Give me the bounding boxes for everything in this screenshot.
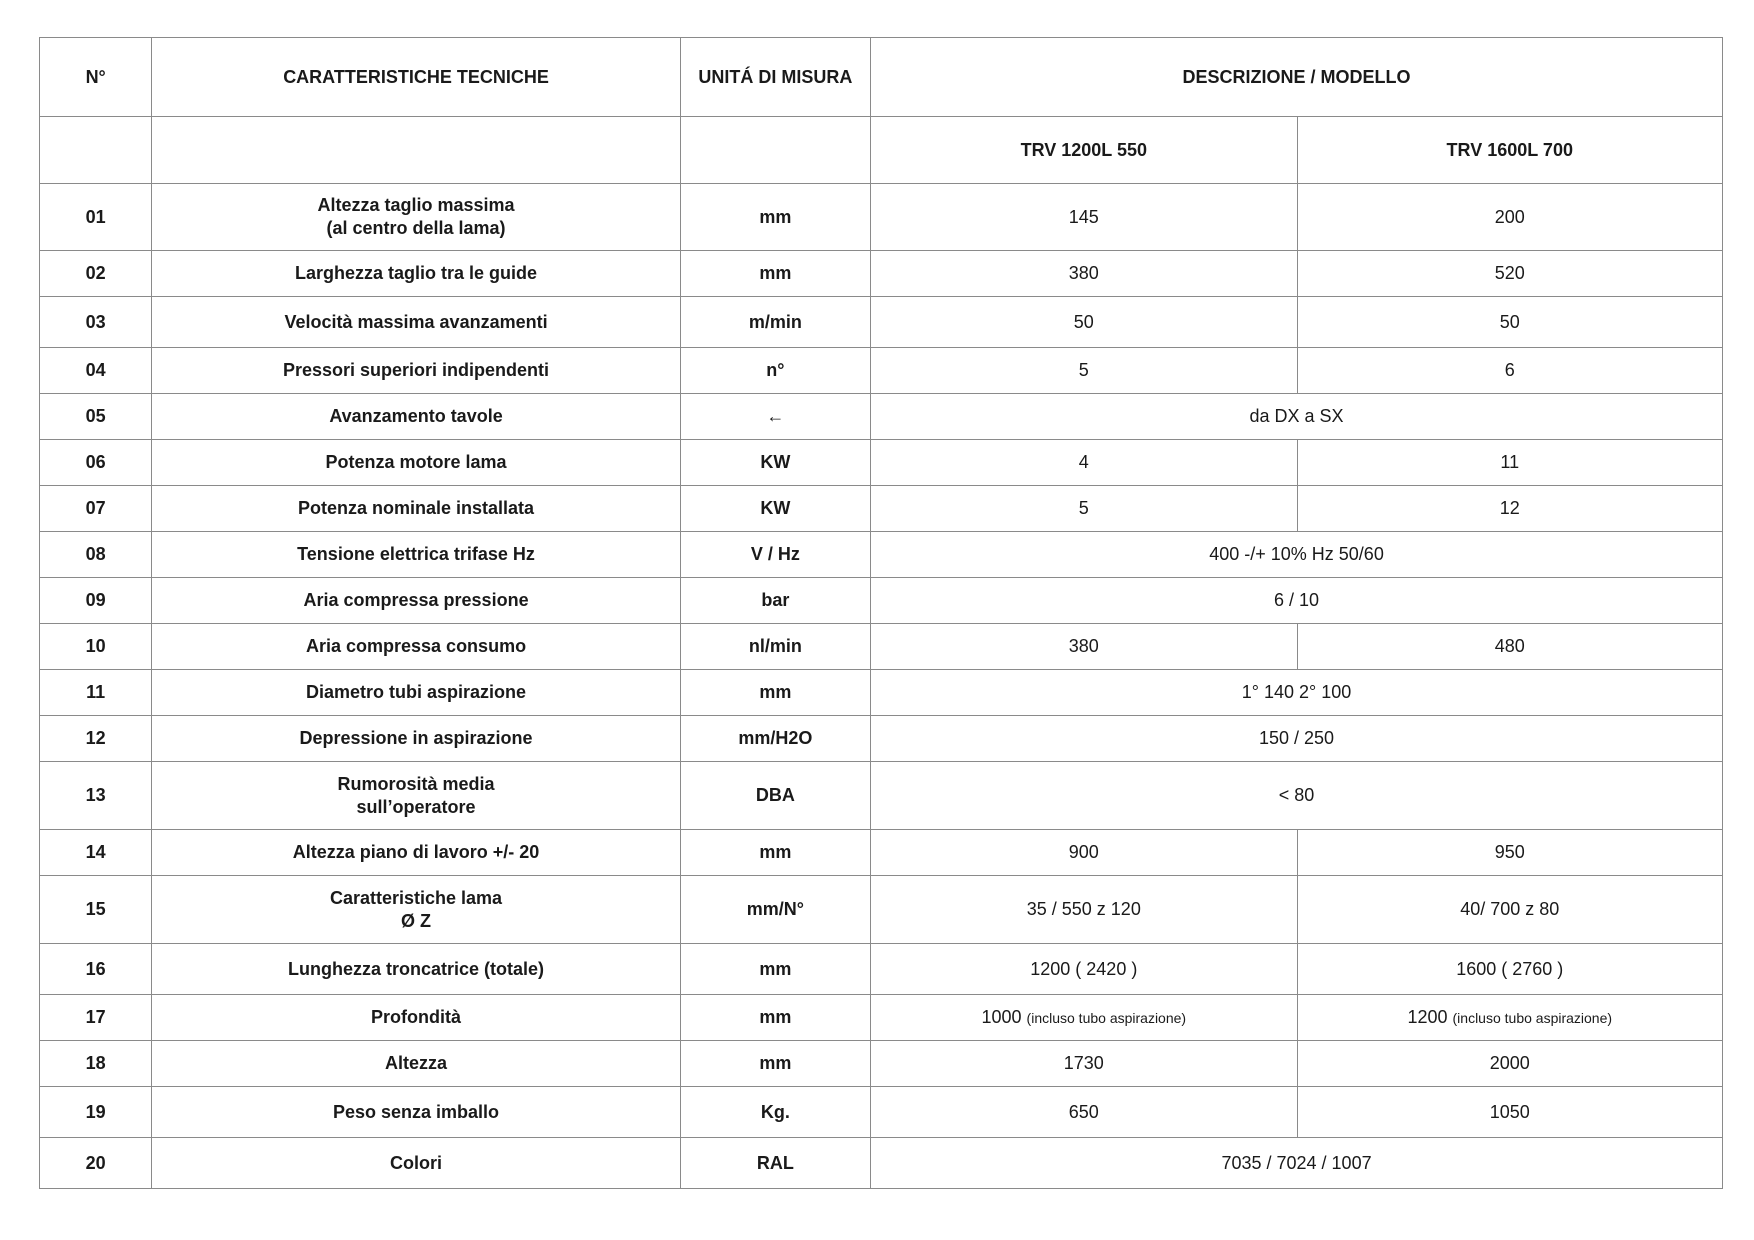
table-row [40,670,1723,716]
row-label: Tensione elettrica trifase Hz [152,532,680,578]
row-value: 650 [871,1087,1297,1138]
row-value: 35 / 550 z 120 [871,876,1297,944]
row-value: 480 [1297,624,1722,670]
row-label: Altezza taglio massima (al centro della lama) [152,184,680,251]
row-unit: V / Hz [680,532,870,578]
row-value: 145 [871,184,1297,251]
header-row [40,38,1723,117]
model-name: TRV 1200L 550 [871,117,1297,184]
table-row [40,876,1723,944]
table-row [40,762,1723,830]
row-number: 16 [40,944,152,995]
row-number: 15 [40,876,152,944]
table-row [40,532,1723,578]
row-value-merged: 150 / 250 [871,716,1723,762]
table-row [40,440,1723,486]
row-value: 5 [871,348,1297,394]
row-unit: mm [680,995,870,1041]
row-number: 04 [40,348,152,394]
row-label: Avanzamento tavole [152,394,680,440]
row-label: Caratteristiche lama Ø Z [152,876,680,944]
row-label: Depressione in aspirazione [152,716,680,762]
row-value: 2000 [1297,1041,1722,1087]
table-row [40,578,1723,624]
row-number: 12 [40,716,152,762]
row-unit: mm [680,944,870,995]
row-value-merged: < 80 [871,762,1723,830]
table-row [40,297,1723,348]
table-row [40,184,1723,251]
header-features: CARATTERISTICHE TECNICHE [152,38,680,117]
row-value-main: 1200 [1407,1006,1448,1027]
row-value: 40/ 700 z 80 [1297,876,1722,944]
row-value: 6 [1297,348,1722,394]
model-row [40,117,1723,184]
row-unit: bar [680,578,870,624]
table-row [40,1041,1723,1087]
row-value-note: (incluso tubo aspirazione) [1026,1009,1187,1026]
row-label: Profondità [152,995,680,1041]
row-value: 5 [871,486,1297,532]
table-row [40,348,1723,394]
row-label: Potenza nominale installata [152,486,680,532]
row-number: 09 [40,578,152,624]
row-value: 1200 ( 2420 ) [871,944,1297,995]
row-value: 200 [1297,184,1722,251]
row-unit: mm [680,184,870,251]
row-label: Altezza piano di lavoro +/- 20 [152,830,680,876]
table-row [40,624,1723,670]
row-unit: nl/min [680,624,870,670]
row-value: 11 [1297,440,1722,486]
row-value: 900 [871,830,1297,876]
row-label: Altezza [152,1041,680,1087]
row-value [1297,995,1722,1041]
row-number: 11 [40,670,152,716]
row-unit: mm/N° [680,876,870,944]
row-unit: mm [680,1041,870,1087]
row-value-merged: 400 -/+ 10% Hz 50/60 [871,532,1723,578]
row-label: Pressori superiori indipendenti [152,348,680,394]
row-number: 20 [40,1138,152,1189]
row-value [871,995,1297,1041]
row-number: 06 [40,440,152,486]
row-unit: m/min [680,297,870,348]
row-value: 380 [871,251,1297,297]
row-unit: ← [680,394,870,440]
model-row-empty-features [152,117,680,184]
table-row [40,995,1723,1041]
row-number: 01 [40,184,152,251]
row-value: 12 [1297,486,1722,532]
row-label: Potenza motore lama [152,440,680,486]
row-number: 10 [40,624,152,670]
row-value: 4 [871,440,1297,486]
row-value: 1600 ( 2760 ) [1297,944,1722,995]
row-value-merged: 7035 / 7024 / 1007 [871,1138,1723,1189]
model-name: TRV 1600L 700 [1297,117,1722,184]
row-unit: Kg. [680,1087,870,1138]
model-row-empty-n [40,117,152,184]
row-number: 14 [40,830,152,876]
row-number: 08 [40,532,152,578]
row-number: 05 [40,394,152,440]
row-label: Diametro tubi aspirazione [152,670,680,716]
row-value-merged: 6 / 10 [871,578,1723,624]
row-number: 07 [40,486,152,532]
row-unit: mm [680,251,870,297]
row-number: 17 [40,995,152,1041]
row-value: 1050 [1297,1087,1722,1138]
row-label: Velocità massima avanzamenti [152,297,680,348]
row-unit: KW [680,440,870,486]
row-unit: DBA [680,762,870,830]
row-number: 13 [40,762,152,830]
row-value-merged: 1° 140 2° 100 [871,670,1723,716]
row-label: Peso senza imballo [152,1087,680,1138]
row-value: 50 [1297,297,1722,348]
row-label: Rumorosità media sull’operatore [152,762,680,830]
row-label: Aria compressa consumo [152,624,680,670]
model-row-empty-unit [680,117,870,184]
row-number: 02 [40,251,152,297]
row-number: 18 [40,1041,152,1087]
row-unit: mm/H2O [680,716,870,762]
row-value: 520 [1297,251,1722,297]
table-row [40,1087,1723,1138]
row-label: Colori [152,1138,680,1189]
row-value: 50 [871,297,1297,348]
row-unit: RAL [680,1138,870,1189]
row-value: 380 [871,624,1297,670]
table-row [40,394,1723,440]
row-value: 1730 [871,1041,1297,1087]
row-unit: n° [680,348,870,394]
row-value: 950 [1297,830,1722,876]
spec-table [39,37,1723,1189]
row-number: 03 [40,297,152,348]
table-row [40,944,1723,995]
table-row [40,830,1723,876]
row-value-note: (incluso tubo aspirazione) [1452,1009,1613,1026]
header-unit: UNITÁ DI MISURA [680,38,870,117]
table-row [40,486,1723,532]
table-row [40,251,1723,297]
row-unit: mm [680,830,870,876]
table-row [40,716,1723,762]
row-unit: KW [680,486,870,532]
row-unit: mm [680,670,870,716]
row-value-merged: da DX a SX [871,394,1723,440]
row-value-main: 1000 [981,1006,1022,1027]
row-label: Larghezza taglio tra le guide [152,251,680,297]
row-number: 19 [40,1087,152,1138]
row-label: Lunghezza troncatrice (totale) [152,944,680,995]
header-n: N° [40,38,152,117]
header-description: DESCRIZIONE / MODELLO [871,38,1723,117]
table-row [40,1138,1723,1189]
row-label: Aria compressa pressione [152,578,680,624]
